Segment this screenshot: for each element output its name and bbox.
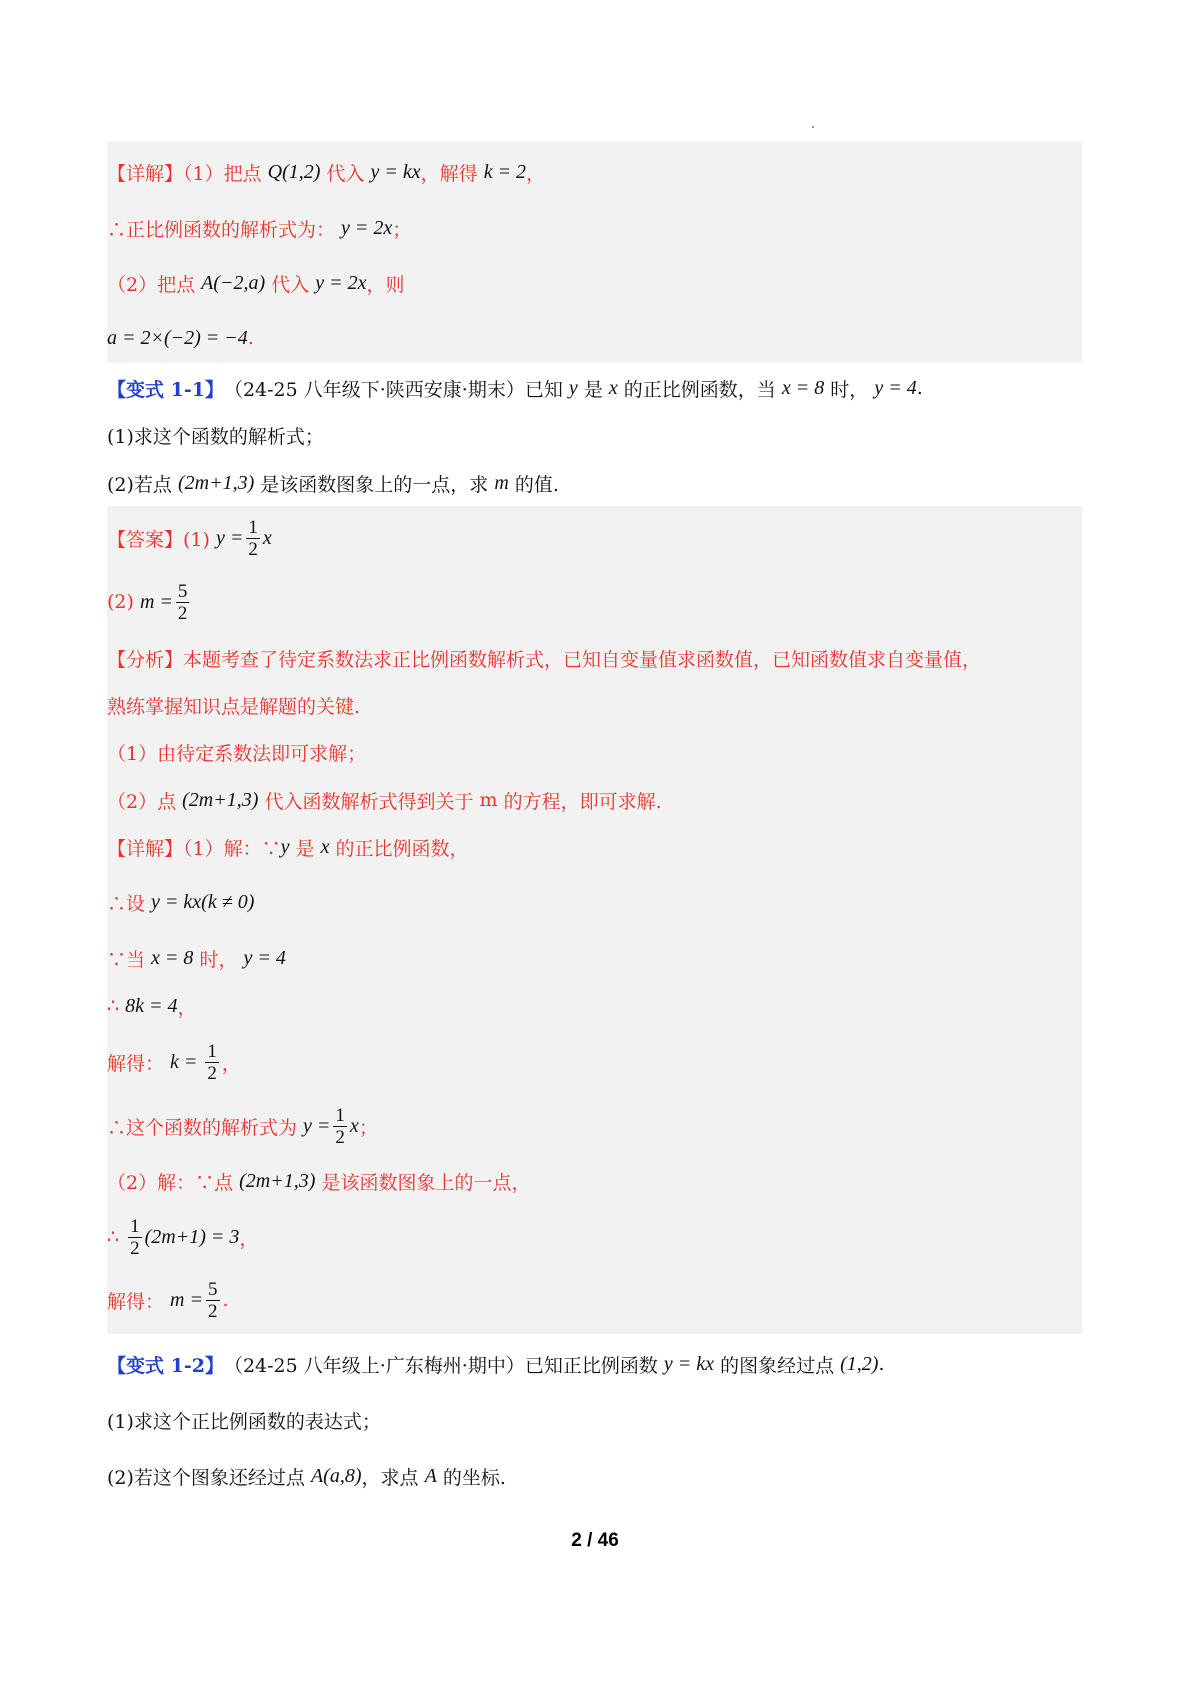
math-expression: A(−2,a) xyxy=(201,271,266,294)
question-part xyxy=(107,417,324,453)
math-expression: y = 4 xyxy=(243,946,286,969)
math-expression: y = kx(k ≠ 0) xyxy=(151,890,255,913)
detail-line xyxy=(107,1040,241,1084)
math-expression: Q(1,2) xyxy=(267,160,321,183)
text-segment: （2）点 xyxy=(107,790,183,813)
math-expression: x xyxy=(349,1114,359,1137)
detail-line xyxy=(107,829,469,865)
question-part xyxy=(107,1458,506,1494)
math-expression: m = xyxy=(170,1288,203,1311)
denominator: 2 xyxy=(208,1300,218,1322)
text-segment: ∴ xyxy=(107,1226,126,1248)
text-segment: m xyxy=(479,789,498,811)
text-segment: 代入 xyxy=(320,162,371,185)
math-expression: (2m+1,3) xyxy=(239,1169,316,1192)
detail-line xyxy=(107,1163,530,1199)
math-expression: y = 4 xyxy=(874,376,917,399)
text-segment: (2)若点 xyxy=(107,473,178,496)
denominator: 2 xyxy=(335,1126,345,1148)
question-part xyxy=(107,1402,381,1438)
detail-line xyxy=(107,1278,229,1322)
text-segment: . xyxy=(878,1353,885,1375)
text-segment: 的正比例函数， xyxy=(329,837,469,860)
text-segment: 的图象经过点 xyxy=(714,1354,841,1377)
text-segment: ， xyxy=(526,162,546,185)
math-expression: (2m+1) = 3 xyxy=(144,1225,240,1248)
math-expression: y = xyxy=(303,1114,331,1137)
math-expression: (1,2) xyxy=(840,1352,879,1375)
fraction xyxy=(128,1216,142,1259)
math-expression: A(a,8) xyxy=(310,1464,362,1487)
text-segment: 是该函数图象上的一点，求 xyxy=(254,473,495,496)
detail-line xyxy=(107,988,197,1024)
text-segment: ， xyxy=(221,1052,241,1075)
detail-line xyxy=(107,320,254,356)
math-expression: x = 8 xyxy=(151,946,194,969)
math-expression: y xyxy=(568,376,578,399)
text-segment: 是 xyxy=(289,837,321,860)
math-expression: m xyxy=(494,471,509,494)
math-expression: (2m+1,3) xyxy=(182,788,259,811)
analysis-line xyxy=(107,782,662,818)
detail-line xyxy=(107,884,254,920)
detail-line xyxy=(107,1215,259,1259)
text-segment: 【分析】本题考查了待定系数法求正比例函数解析式，已知自变量值求函数值，已知函数值求自变量值， xyxy=(107,648,982,671)
text-segment: 的方程，即可求解. xyxy=(497,790,662,813)
text-segment: 是该函数图象上的一点， xyxy=(315,1171,531,1194)
detail-line xyxy=(107,265,405,301)
text-segment: . xyxy=(247,327,254,349)
text-segment: ， xyxy=(239,1227,259,1250)
text-segment: 的坐标. xyxy=(436,1466,506,1489)
math-expression: A xyxy=(424,1464,437,1487)
fraction xyxy=(176,581,190,624)
text-segment: 代入函数解析式得到关于 xyxy=(258,790,480,813)
math-expression: y = xyxy=(215,526,244,549)
text-segment: 时， xyxy=(193,948,244,971)
text-segment: . xyxy=(916,377,923,399)
denominator: 2 xyxy=(177,602,188,624)
detail-line xyxy=(107,154,545,190)
text-segment: 是 xyxy=(577,378,609,401)
text-segment: ∴这个函数的解析式为 xyxy=(107,1116,304,1139)
text-segment: （24-25 八年级下·陕西安康·期末）已知 xyxy=(223,378,569,401)
text-segment: （2）把点 xyxy=(107,273,202,296)
text-segment: 的正比例函数，当 xyxy=(617,378,782,401)
denominator: 2 xyxy=(207,1062,217,1084)
text-segment: (1)求这个函数的解析式； xyxy=(107,425,324,448)
variant-1-2-question xyxy=(107,1346,885,1382)
text-segment: ，则 xyxy=(366,273,405,296)
text-segment: (1)求这个正比例函数的表达式； xyxy=(107,1410,381,1433)
fraction xyxy=(206,1279,220,1322)
text-segment: 【答案】(1) xyxy=(107,528,216,551)
math-expression: y xyxy=(280,835,290,858)
math-expression: x xyxy=(262,526,272,549)
text-segment: ∴ xyxy=(107,995,126,1017)
analysis-line xyxy=(107,734,366,770)
detail-line xyxy=(107,210,411,246)
text-segment: ∴正比例函数的解析式为： xyxy=(107,218,342,241)
stray-dot xyxy=(812,126,814,128)
text-segment: （2）解：∵点 xyxy=(107,1171,240,1194)
fraction xyxy=(246,517,260,560)
text-segment: （1）由待定系数法即可求解； xyxy=(107,742,367,765)
math-expression: x xyxy=(608,376,618,399)
numerator: 5 xyxy=(208,1278,218,1300)
denominator: 2 xyxy=(248,538,258,560)
text-segment: ，解得 xyxy=(420,162,484,185)
text-segment: 【详解】（1）解：∵ xyxy=(107,837,281,860)
variant-1-1-question xyxy=(107,370,923,406)
text-segment: 时， xyxy=(824,378,875,401)
text-segment: 代入 xyxy=(265,273,316,296)
text-segment: ，求点 xyxy=(361,1466,425,1489)
numerator: 5 xyxy=(177,580,188,602)
analysis-line xyxy=(107,687,360,723)
fraction xyxy=(205,1041,219,1084)
solution-box-2 xyxy=(107,506,1082,1334)
question-part xyxy=(107,465,559,501)
text-segment: 解得： xyxy=(107,1290,171,1313)
text-segment: 熟练掌握知识点是解题的关键. xyxy=(107,695,361,718)
numerator: 1 xyxy=(248,516,258,538)
text-segment: ； xyxy=(392,218,412,241)
text-segment: 的值. xyxy=(508,473,559,496)
math-expression: y = 2x xyxy=(315,271,367,294)
math-expression: x = 8 xyxy=(781,376,825,399)
math-expression: x xyxy=(320,835,330,858)
text-segment: ； xyxy=(358,1116,378,1139)
math-expression: m = xyxy=(139,590,173,613)
fraction xyxy=(333,1105,347,1148)
math-expression: y = kx xyxy=(663,1352,715,1375)
math-expression: (2m+1,3) xyxy=(177,471,255,494)
text-segment: (2)若这个图象还经过点 xyxy=(107,1466,311,1489)
answer-line xyxy=(107,516,272,560)
math-expression: 8k = 4 xyxy=(125,994,178,1017)
detail-line xyxy=(107,1104,378,1148)
detail-line xyxy=(107,940,286,976)
page-number: 2 / 46 xyxy=(571,1530,619,1551)
math-expression: y = kx xyxy=(370,160,421,183)
analysis-line xyxy=(107,640,981,676)
answer-line xyxy=(107,580,192,624)
text-segment: ∴设 xyxy=(107,892,152,915)
math-expression: k = xyxy=(170,1050,203,1073)
text-segment: ∵当 xyxy=(107,948,152,971)
text-segment: 【详解】（1）把点 xyxy=(107,162,268,185)
text-segment: . xyxy=(222,1289,229,1311)
text-segment: (2) xyxy=(107,591,140,613)
math-expression: y = 2x xyxy=(341,216,393,239)
numerator: 1 xyxy=(335,1104,345,1126)
denominator: 2 xyxy=(130,1237,140,1259)
numerator: 1 xyxy=(207,1040,217,1062)
text-segment: （24-25 八年级上·广东梅州·期中）已知正比例函数 xyxy=(223,1354,664,1377)
variant-label: 【变式 1-2】 xyxy=(107,1354,224,1377)
text-segment: ， xyxy=(177,996,197,1019)
text-segment: 解得： xyxy=(107,1052,171,1075)
math-expression: a = 2×(−2) = −4 xyxy=(107,326,248,349)
numerator: 1 xyxy=(130,1215,140,1237)
variant-label: 【变式 1-1】 xyxy=(107,378,224,401)
math-expression: k = 2 xyxy=(483,160,527,183)
